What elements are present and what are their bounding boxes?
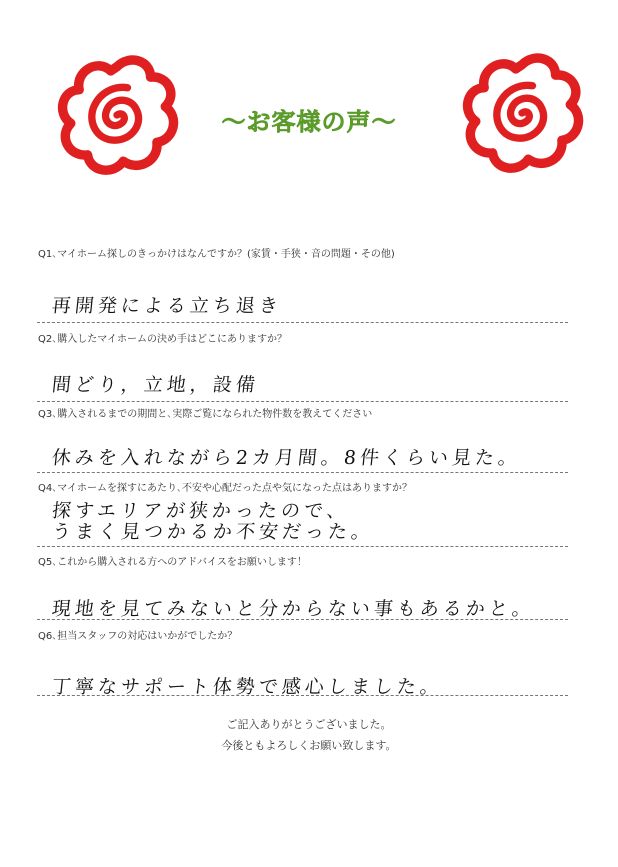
answer-divider <box>37 695 568 696</box>
answer-4-line-2: うまく見つかるか不安だった。 <box>50 521 376 543</box>
answer-3: 休みを入れながら2カ月間。8件くらい見た。 <box>50 447 523 469</box>
question-5: Q5､これから購入される方へのアドバイスをお願いします！ <box>38 557 307 568</box>
question-6: Q6､担当スタッフの対応はいかがでしたか？ <box>38 631 238 642</box>
question-4: Q4､マイホームを探すにあたり､不安や心配だった点や気になった点はありますか？ <box>38 483 413 494</box>
answer-divider <box>37 472 568 473</box>
footer-thanks: ご記入ありがとうございました。 <box>226 718 392 731</box>
question-1: Q1､マイホーム探しのきっかけはなんですか？(家賃・手狭・音の問題・その他) <box>38 249 395 260</box>
answer-divider <box>37 619 568 620</box>
footer-regards: 今後ともよろしくお願い致します。 <box>221 739 397 752</box>
page-title: 〜お客様の声〜 <box>221 108 397 136</box>
question-2: Q2､購入したマイホームの決め手はどこにありますか？ <box>38 334 288 345</box>
answer-divider <box>37 322 568 323</box>
answer-1: 再開発による立ち退き <box>50 295 284 317</box>
answer-divider <box>37 401 568 402</box>
answer-6: 丁寧なサポート体勢で感心しました。 <box>50 676 445 698</box>
answer-5: 現地を見てみないと分からない事もあるかと。 <box>50 598 537 620</box>
question-3: Q3､購入されるまでの期間と､実際ご覧になられた物件数を教えてください <box>38 409 373 420</box>
answer-2: 間どり，立地，設備 <box>50 374 261 396</box>
answer-4-line-1: 探すエリアが狭かったので、 <box>50 500 351 522</box>
answer-divider <box>37 546 568 547</box>
